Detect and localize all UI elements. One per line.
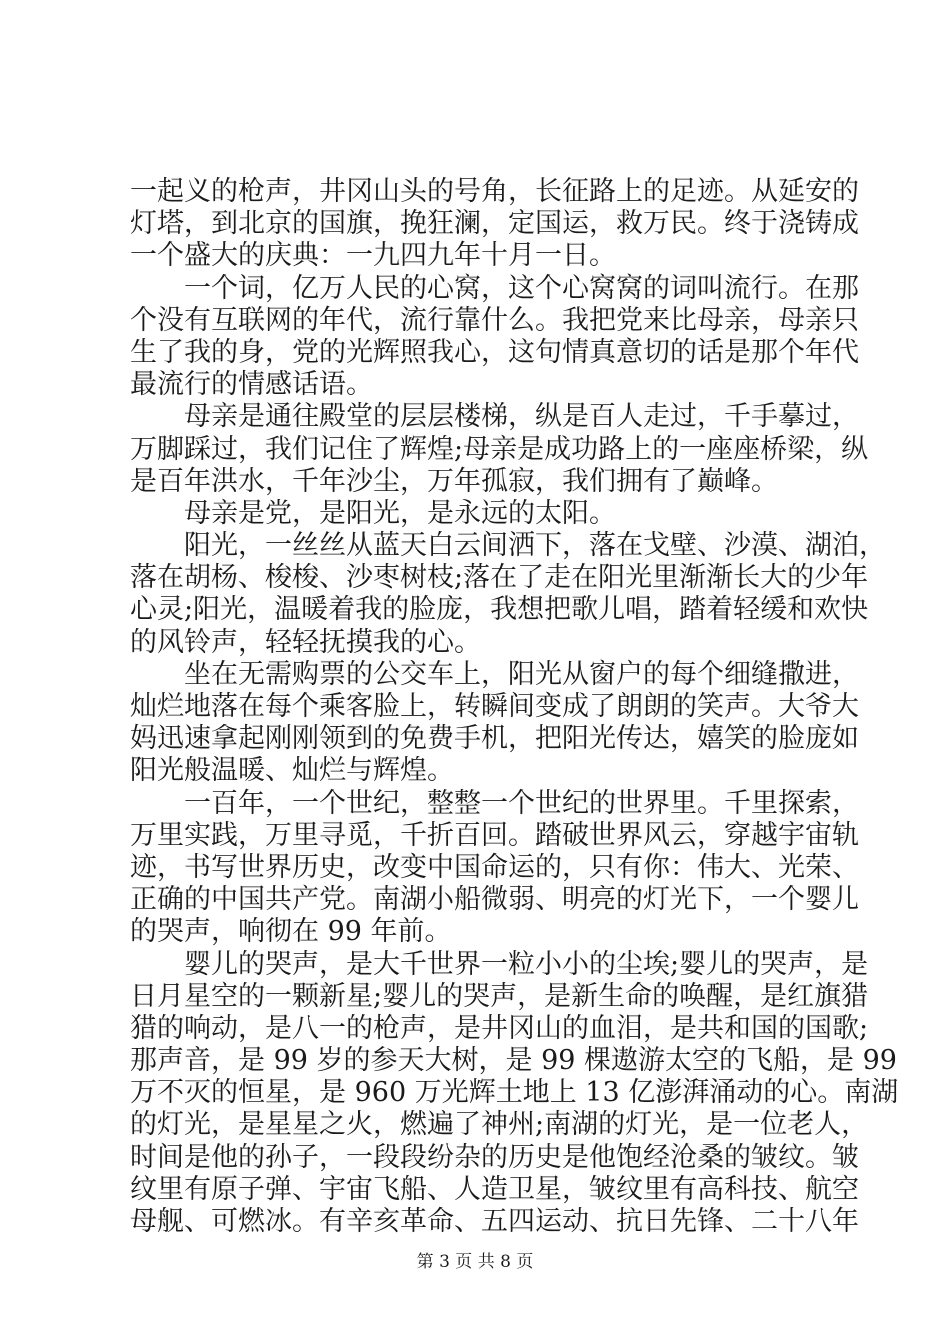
paragraph	[130, 658, 859, 788]
paragraph	[130, 530, 886, 659]
text-line: 一个词，亿万人民的心窝，这个心窝窝的词叫流行。在那	[184, 272, 859, 304]
paragraph	[130, 176, 859, 273]
text-line: 母亲是党，是阳光，是永远的太阳。	[184, 497, 616, 529]
text-line: 最流行的情感话语。	[130, 369, 373, 401]
text-line: 灯塔，到北京的国旗，挽狂澜，定国运，救万民。终于浇铸成	[130, 208, 859, 240]
text-line: 阳光，一丝丝从蓝天白云间洒下，落在戈壁、沙漠、湖泊，	[184, 530, 886, 562]
paragraph	[130, 401, 869, 498]
text-line: 母舰、可燃冰。有辛亥革命、五四运动、抗日先锋、二十八年	[130, 1206, 859, 1237]
text-line: 正确的中国共产党。南湖小船微弱、明亮的灯光下，一个婴儿	[130, 884, 859, 916]
text-line: 心灵;阳光，温暖着我的脸庞，我想把歌儿唱，踏着轻缓和欢快	[130, 594, 869, 626]
text-line: 猎的响动，是八一的枪声，是井冈山的血泪，是共和国的国歌;	[130, 1012, 869, 1044]
text-line: 的哭声，响彻在 99 年前。	[130, 916, 452, 948]
document-body	[130, 176, 899, 1238]
text-line: 迹，书写世界历史，改变中国命运的，只有你：伟大、光荣、	[130, 851, 859, 883]
text-line: 灿烂地落在每个乘客脸上，转瞬间变成了朗朗的笑声。大爷大	[130, 691, 859, 722]
text-line: 那声音，是 99 岁的参天大树，是 99 棵遨游太空的飞船，是 99	[130, 1045, 897, 1077]
text-line: 万不灭的恒星，是 960 万光辉土地上 13 亿澎湃涌动的心。南湖	[130, 1077, 899, 1109]
text-line: 万里实践，万里寻觅，千折百回。踏破世界风云，穿越宇宙轨	[130, 819, 859, 851]
paragraph	[130, 498, 830, 530]
text-line: 纹里有原子弹、宇宙飞船、人造卫星，皱纹里有高科技、航空	[130, 1173, 859, 1205]
page-footer: 第 3 页 共 8 页	[416, 1252, 534, 1272]
text-line: 是百年洪水，千年沙尘，万年孤寂，我们拥有了巅峰。	[130, 465, 778, 497]
text-line: 万脚踩过，我们记住了辉煌;母亲是成功路上的一座座桥梁，纵	[130, 433, 869, 465]
text-line: 的风铃声，轻轻抚摸我的心。	[130, 626, 481, 658]
paragraph	[130, 787, 859, 949]
text-line: 的灯光，是星星之火，燃遍了神州;南湖的灯光，是一位老人，	[130, 1109, 869, 1141]
text-line: 一百年，一个世纪，整整一个世纪的世界里。千里探索，	[184, 787, 859, 819]
text-line: 坐在无需购票的公交车上，阳光从窗户的每个细缝撒进，	[184, 658, 859, 690]
text-line: 落在胡杨、梭梭、沙枣树枝;落在了走在阳光里渐渐长大的少年	[130, 562, 869, 594]
paragraph	[130, 948, 899, 1239]
text-line: 阳光般温暖、灿烂与辉煌。	[130, 755, 454, 787]
text-line: 一个盛大的庆典：一九四九年十月一日。	[130, 240, 616, 272]
text-line: 日月星空的一颗新星;婴儿的哭声，是新生命的唤醒，是红旗猎	[130, 980, 869, 1012]
text-line: 个没有互联网的年代，流行靠什么。我把党来比母亲，母亲只	[130, 304, 859, 336]
paragraph	[130, 272, 859, 402]
text-line: 母亲是通往殿堂的层层楼梯，纵是百人走过，千手摹过，	[184, 401, 859, 433]
text-line: 一起义的枪声，井冈山头的号角，长征路上的足迹。从延安的	[130, 176, 859, 207]
text-line: 妈迅速拿起刚刚领到的免费手机，把阳光传达，嬉笑的脸庞如	[130, 723, 859, 755]
text-line: 生了我的身，党的光辉照我心，这句情真意切的话是那个年代	[130, 336, 859, 368]
text-line: 时间是他的孙子，一段段纷杂的历史是他饱经沧桑的皱纹。皱	[130, 1141, 859, 1173]
text-line: 婴儿的哭声，是大千世界一粒小小的尘埃;婴儿的哭声，是	[184, 948, 869, 980]
